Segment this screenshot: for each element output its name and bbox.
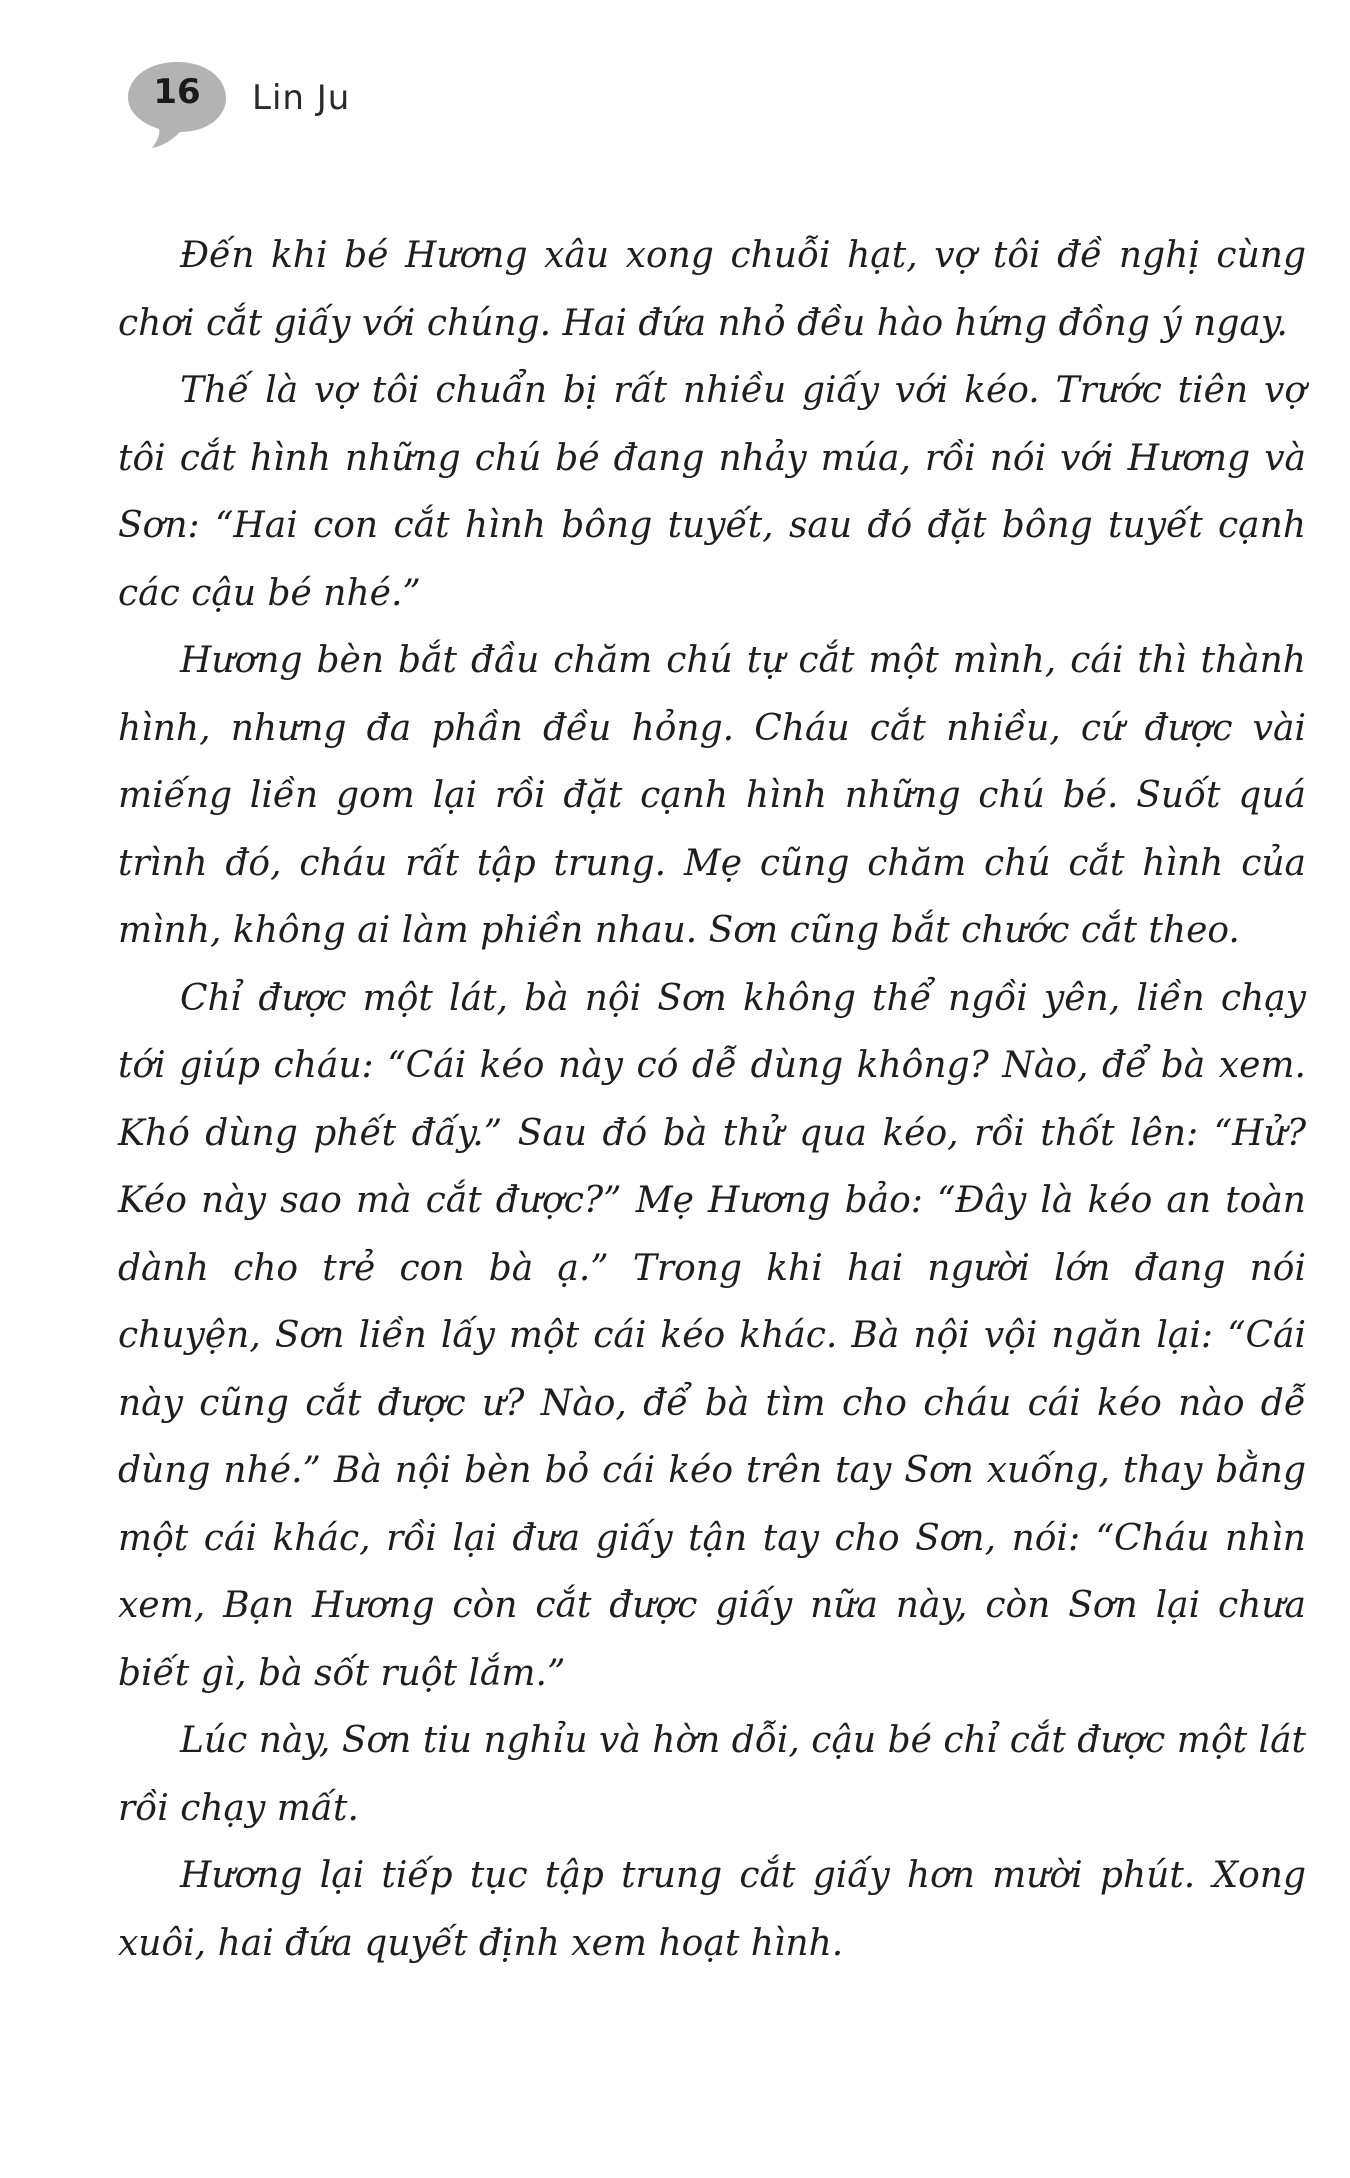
paragraph: Hương lại tiếp tục tập trung cắt giấy hơn mười phút. Xong xuôi, hai đứa quyết định xem hoạt hình.: [118, 1855, 1306, 1964]
paragraph: Chỉ được một lát, bà nội Sơn không thể ngồi yên, liền chạy tới giúp cháu: “Cái kéo này có dễ dùng không? Nào, để bà xem. Khó dùng phết đấy.” Sau đó bà thử qua kéo, rồi thốt lên: “Hử? Kéo này sao mà cắt được?” Mẹ Hương bảo: “Đây là kéo an toàn dành cho trẻ con bà ạ.” Trong khi hai người lớn đang nói chuyện, Sơn liền lấy một cái kéo khác. Bà nội vội ngăn lại: “Cái này cũng cắt được ư? Nào, để bà tìm cho cháu cái kéo nào dễ dùng nhé.” Bà nội bèn bỏ cái kéo trên tay Sơn xuống, thay bằng một cái khác, rồi lại đưa giấy tận tay cho Sơn, nói: “Cháu nhìn xem, Bạn Hương còn cắt được giấy nữa này, còn Sơn lại chưa biết gì, bà sốt ruột lắm.”: [118, 977, 1306, 1694]
paragraph: Lúc này, Sơn tiu nghỉu và hờn dỗi, cậu bé chỉ cắt được một lát rồi chạy mất.: [118, 1720, 1306, 1829]
page-header: [122, 58, 1222, 148]
page-number: 16: [153, 72, 201, 112]
paragraph: Đến khi bé Hương xâu xong chuỗi hạt, vợ tôi đề nghị cùng chơi cắt giấy với chúng. Hai đứa nhỏ đều hào hứng đồng ý ngay.: [118, 235, 1306, 344]
paragraph: Thế là vợ tôi chuẩn bị rất nhiều giấy với kéo. Trước tiên vợ tôi cắt hình những chú bé đang nhảy múa, rồi nói với Hương và Sơn: “Hai con cắt hình bông tuyết, sau đó đặt bông tuyết cạnh các cậu bé nhé.”: [118, 370, 1306, 614]
body-text: [118, 222, 1306, 1977]
paragraph: Hương bèn bắt đầu chăm chú tự cắt một mình, cái thì thành hình, nhưng đa phần đều hỏng. Cháu cắt nhiều, cứ được vài miếng liền gom lại rồi đặt cạnh hình những chú bé. Suốt quá trình đó, cháu rất tập trung. Mẹ cũng chăm chú cắt hình của mình, không ai làm phiền nhau. Sơn cũng bắt chước cắt theo.: [118, 640, 1306, 951]
running-head-author: Lin Ju: [252, 78, 351, 118]
page-number-badge: [122, 58, 232, 150]
